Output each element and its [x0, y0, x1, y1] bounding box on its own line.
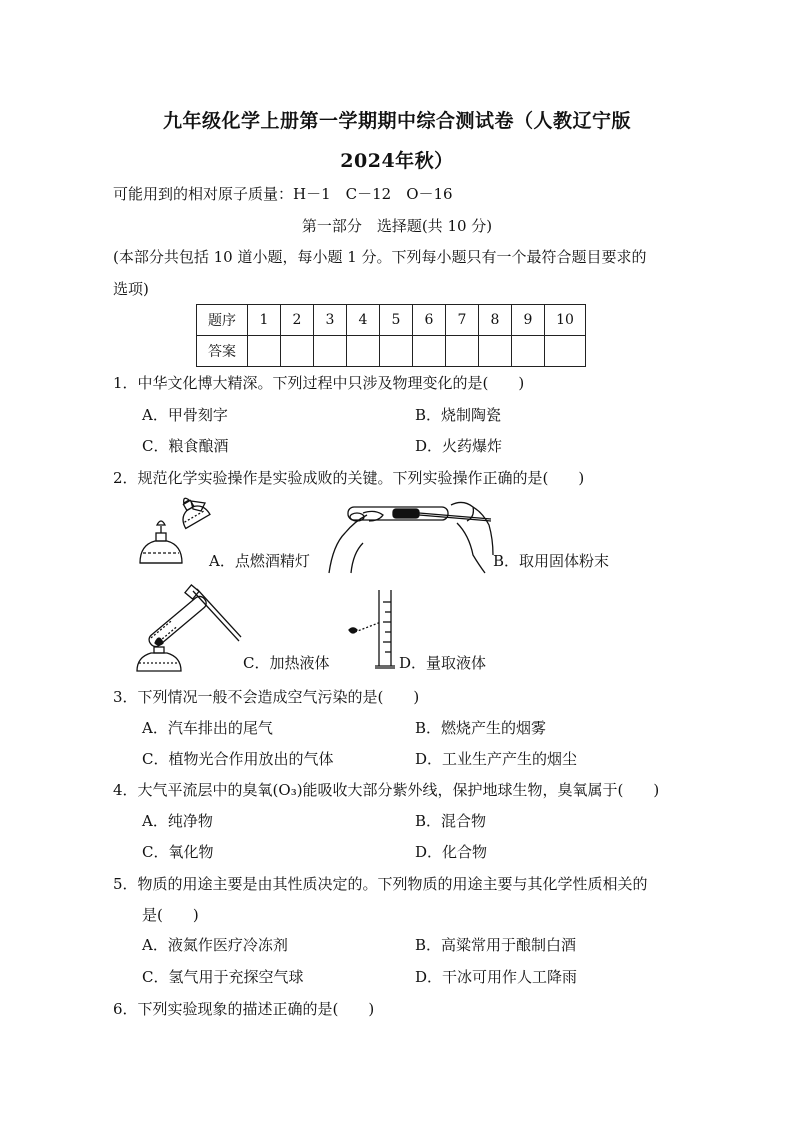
answer-table-number: 5: [380, 305, 413, 336]
q4-option-a: A．纯净物: [142, 812, 213, 830]
q2-option-d: D．量取液体: [399, 654, 487, 672]
answer-table-number: 3: [314, 305, 347, 336]
answer-table-number: 4: [347, 305, 380, 336]
answer-cell[interactable]: [512, 336, 545, 367]
answer-table-number: 2: [281, 305, 314, 336]
alcohol-lamp-lighting-figure: [135, 495, 215, 575]
answer-table-answer-row: [197, 336, 586, 367]
q4-option-c: C．氧化物: [142, 843, 214, 861]
answer-cell[interactable]: [413, 336, 446, 367]
answer-cell[interactable]: [314, 336, 347, 367]
answer-table-number: 6: [413, 305, 446, 336]
q4-option-b: B．混合物: [415, 812, 487, 830]
part1-note-line2: 选项): [113, 280, 149, 298]
q3-option-c: C．植物光合作用放出的气体: [142, 750, 334, 768]
q5-option-a: A．液氮作医疗冷冻剂: [142, 936, 288, 954]
q1-option-a: A．甲骨刻字: [142, 406, 228, 424]
answer-table-number: 7: [446, 305, 479, 336]
q5-option-b: B．高粱常用于酿制白酒: [415, 936, 577, 954]
q4-stem: 4．大气平流层中的臭氧(O₃)能吸收大部分紫外线，保护地球生物，臭氧属于( ): [113, 781, 660, 799]
q4-option-d: D．化合物: [415, 843, 488, 861]
answer-cell[interactable]: [248, 336, 281, 367]
answer-table: [196, 304, 586, 367]
q5-stem-line1: 5．物质的用途主要是由其性质决定的。下列物质的用途主要与其化学性质相关的: [113, 875, 648, 893]
part1-heading: 第一部分 选择题(共 10 分): [301, 217, 493, 235]
q2-option-a: A．点燃酒精灯: [209, 552, 310, 570]
q5-option-d: D．干冰可用作人工降雨: [415, 968, 578, 986]
q5-option-c: C．氢气用于充探空气球: [142, 968, 304, 986]
heating-liquid-figure: [135, 583, 245, 673]
answer-cell[interactable]: [347, 336, 380, 367]
answer-cell[interactable]: [446, 336, 479, 367]
answer-cell[interactable]: [545, 336, 586, 367]
answer-table-number: 1: [248, 305, 281, 336]
q1-stem: 1．中华文化博大精深。下列过程中只涉及物理变化的是( ): [113, 374, 525, 392]
q1-option-c: C．粮食酿酒: [142, 437, 229, 455]
graduated-cylinder-figure: [343, 588, 403, 672]
answer-table-number: 10: [545, 305, 586, 336]
q1-option-b: B．烧制陶瓷: [415, 406, 502, 424]
q3-option-d: D．工业生产产生的烟尘: [415, 750, 578, 768]
powder-sampling-figure: [323, 495, 495, 575]
q3-option-b: B．燃烧产生的烟雾: [415, 719, 547, 737]
answer-cell[interactable]: [380, 336, 413, 367]
q1-option-d: D．火药爆炸: [415, 437, 503, 455]
q3-stem: 3．下列情况一般不会造成空气污染的是( ): [113, 688, 420, 706]
answer-cell[interactable]: [479, 336, 512, 367]
q2-option-c: C．加热液体: [243, 654, 330, 672]
atomic-mass-note: 可能用到的相对原子质量：H－1 C－12 O－16: [113, 185, 453, 203]
answer-table-row2-label: 答案: [197, 336, 248, 367]
q6-stem: 6．下列实验现象的描述正确的是( ): [113, 1000, 375, 1018]
answer-table-number-row: [197, 305, 586, 336]
q3-option-a: A．汽车排出的尾气: [142, 719, 273, 737]
part1-note-line1: (本部分共包括 10 道小题，每小题 1 分。下列每小题只有一个最符合题目要求的: [113, 248, 647, 266]
answer-table-number: 8: [479, 305, 512, 336]
answer-cell[interactable]: [281, 336, 314, 367]
answer-table-number: 9: [512, 305, 545, 336]
exam-title-line2: 2024年秋）: [340, 150, 454, 172]
q2-option-b: B．取用固体粉末: [493, 552, 610, 570]
q2-stem: 2．规范化学实验操作是实验成败的关键。下列实验操作正确的是( ): [113, 469, 585, 487]
q5-stem-line2: 是( ): [142, 906, 199, 924]
answer-table-row1-label: 题序: [197, 305, 248, 336]
exam-title-line1: 九年级化学上册第一学期期中综合测试卷（人教辽宁版: [162, 110, 631, 132]
